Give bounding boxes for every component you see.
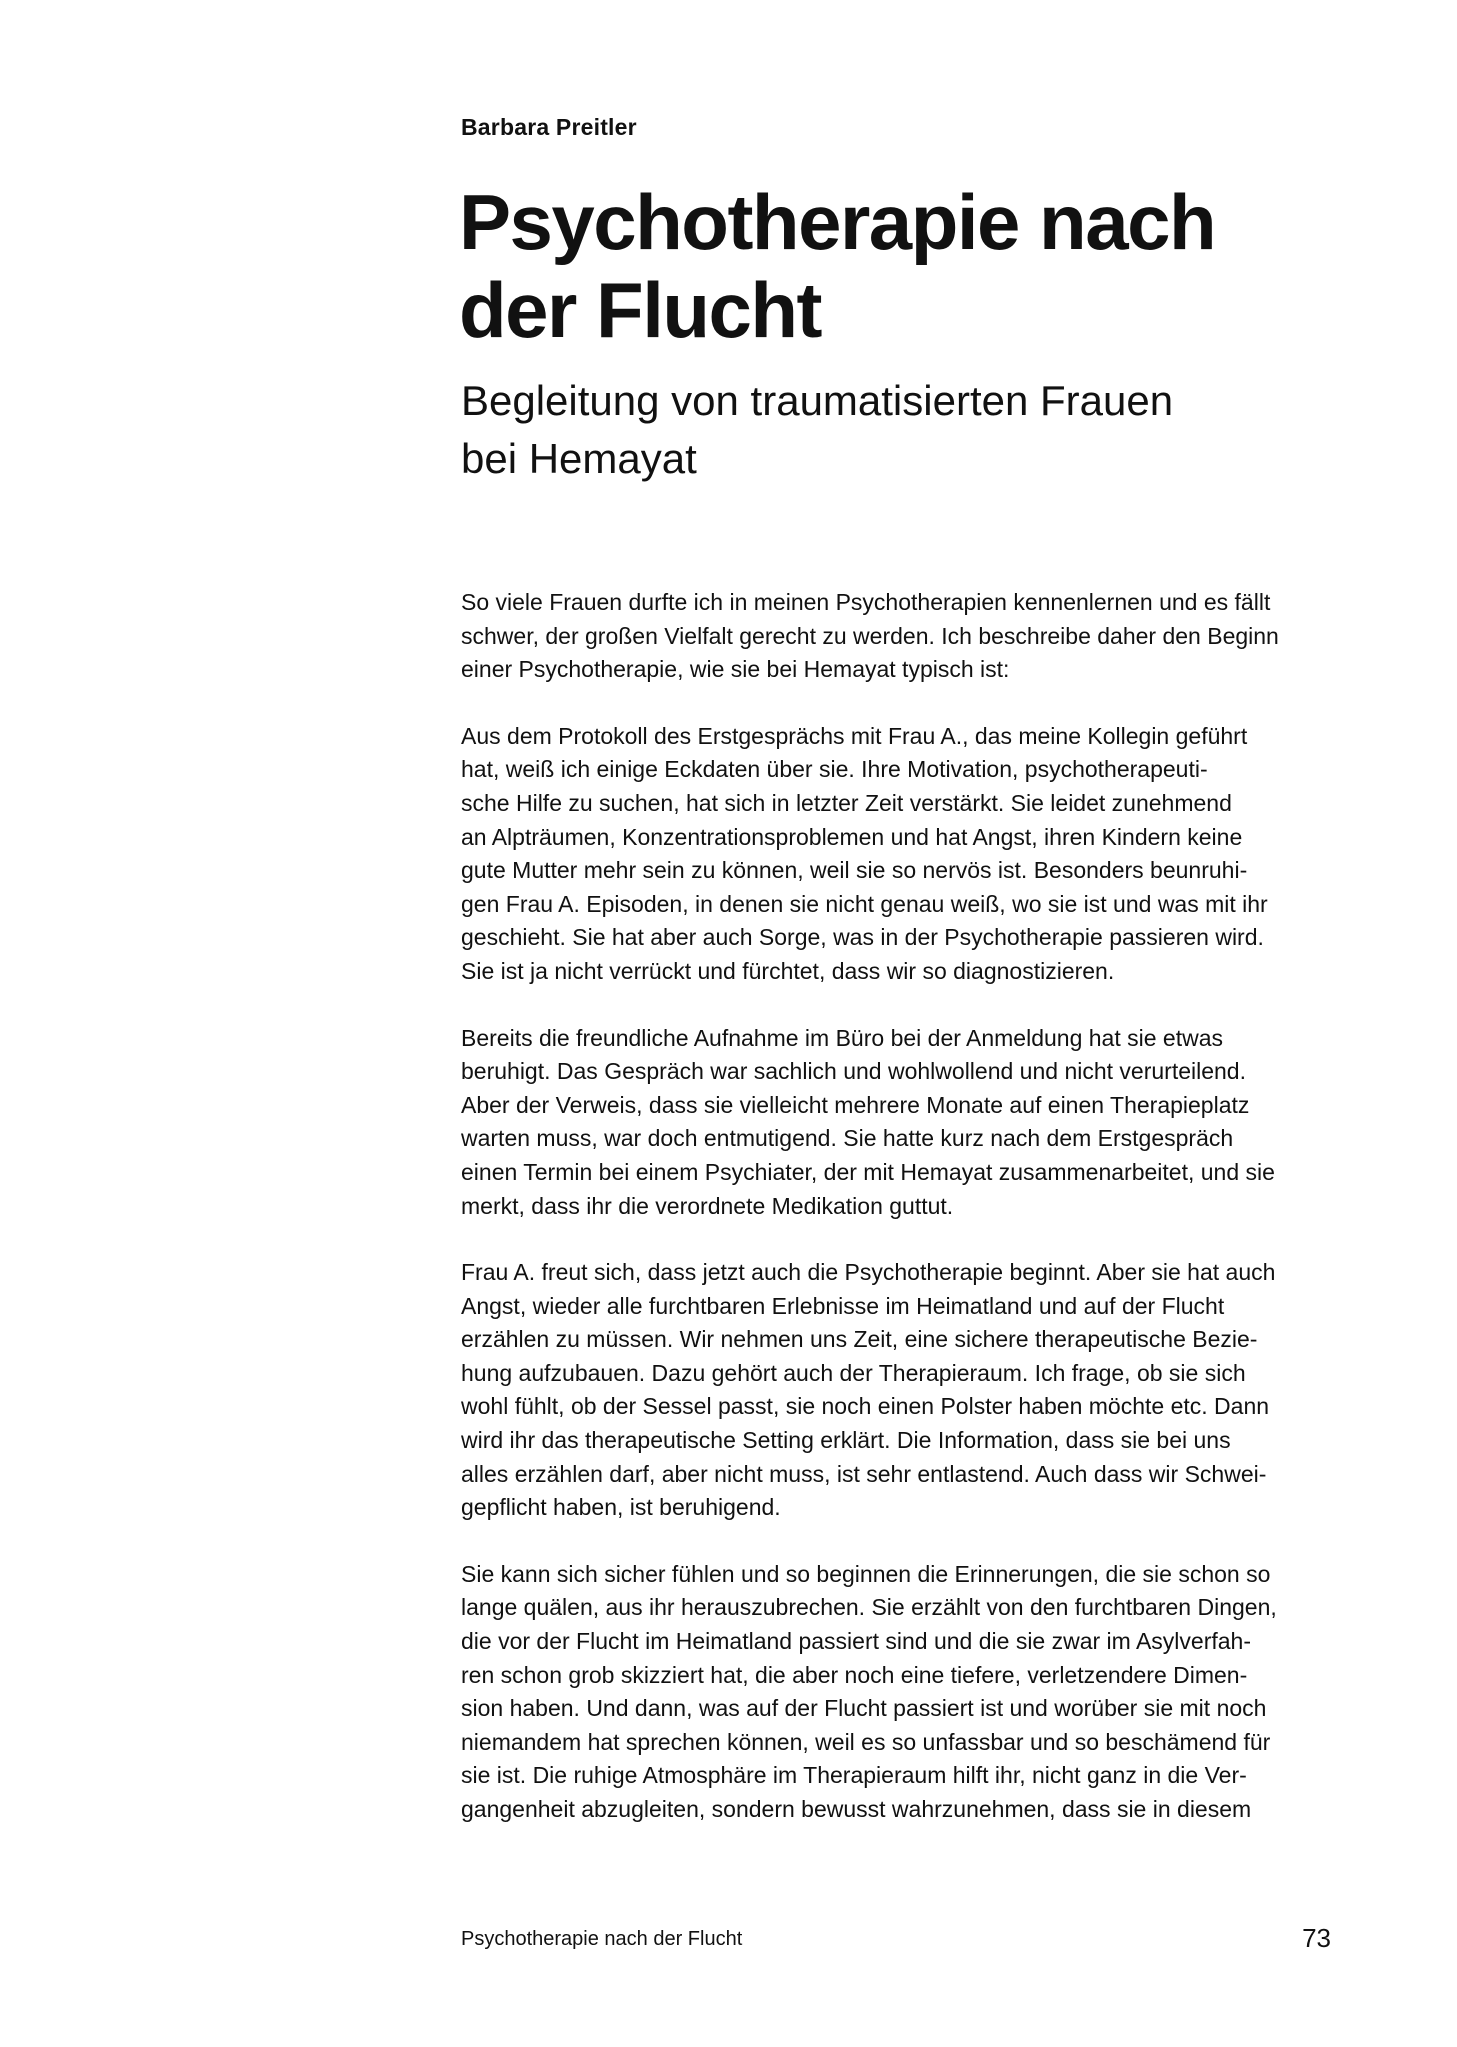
text-line: hat, weiß ich einige Eckdaten über sie. Ihre Motivation, psychotherapeuti- bbox=[461, 756, 1208, 783]
text-line: einer Psychotherapie, wie sie bei Hemayat typisch ist: bbox=[461, 656, 1010, 683]
text-line: niemandem hat sprechen können, weil es so unfassbar und so beschämend für bbox=[461, 1728, 1271, 1755]
text-line: hung aufzubauen. Dazu gehört auch der Therapieraum. Ich frage, ob sie sich bbox=[461, 1359, 1246, 1386]
text-line: sie ist. Die ruhige Atmosphäre im Therapieraum hilft ihr, nicht ganz in die Ver- bbox=[461, 1762, 1247, 1789]
author-name: Barbara Preitler bbox=[461, 114, 637, 140]
paragraph bbox=[461, 720, 1341, 989]
text-line: an Alpträumen, Konzentrationsproblemen und hat Angst, ihren Kindern keine bbox=[461, 823, 1243, 850]
chapter-title-line: der Flucht bbox=[459, 266, 822, 354]
chapter-subtitle bbox=[461, 372, 1361, 488]
paragraph bbox=[461, 586, 1341, 687]
text-line: lange quälen, aus ihr herauszubrechen. Sie erzählt von den furchtbaren Dingen, bbox=[461, 1594, 1277, 1621]
paragraph bbox=[461, 1558, 1341, 1827]
text-line: wird ihr das therapeutische Setting erklärt. Die Information, dass sie bei uns bbox=[461, 1427, 1231, 1454]
chapter-subtitle-line: Begleitung von traumatisierten Frauen bbox=[461, 377, 1174, 424]
text-line: gute Mutter mehr sein zu können, weil sie so nervös ist. Besonders beunruhi- bbox=[461, 857, 1248, 884]
running-footer-title: Psychotherapie nach der Flucht bbox=[461, 1928, 743, 1950]
text-line: gen Frau A. Episoden, in denen sie nicht genau weiß, wo sie ist und was mit ihr bbox=[461, 890, 1268, 917]
text-line: Sie ist ja nicht verrückt und fürchtet, dass wir so diagnostizieren. bbox=[461, 957, 1115, 984]
text-line: Angst, wieder alle furchtbaren Erlebnisse im Heimatland und auf der Flucht bbox=[461, 1292, 1225, 1319]
body-text bbox=[461, 586, 1341, 1860]
text-line: ren schon grob skizziert hat, die aber noch eine tiefere, verletzendere Dimen- bbox=[461, 1661, 1248, 1688]
text-line: beruhigt. Das Gespräch war sachlich und wohlwollend und nicht verurteilend. bbox=[461, 1058, 1246, 1085]
text-line: wohl fühlt, ob der Sessel passt, sie noch einen Polster haben möchte etc. Dann bbox=[461, 1393, 1270, 1420]
paragraph bbox=[461, 1022, 1341, 1224]
chapter-title-line: Psychotherapie nach bbox=[459, 178, 1216, 266]
text-line: merkt, dass ihr die verordnete Medikation guttut. bbox=[461, 1192, 954, 1219]
text-line: Sie kann sich sicher fühlen und so beginnen die Erinnerungen, die sie schon so bbox=[461, 1560, 1271, 1587]
text-line: sche Hilfe zu suchen, hat sich in letzter Zeit verstärkt. Sie leidet zunehmend bbox=[461, 789, 1232, 816]
text-line: schwer, der großen Vielfalt gerecht zu werden. Ich beschreibe daher den Beginn bbox=[461, 622, 1279, 649]
text-line: So viele Frauen durfte ich in meinen Psychotherapien kennenlernen und es fällt bbox=[461, 589, 1271, 615]
text-line: einen Termin bei einem Psychiater, der mit Hemayat zusammenarbeitet, und sie bbox=[461, 1158, 1275, 1185]
text-line: Aus dem Protokoll des Erstgesprächs mit Frau A., das meine Kollegin geführt bbox=[461, 722, 1248, 749]
paragraph bbox=[461, 1256, 1341, 1525]
page-number: 73 bbox=[1302, 1923, 1331, 1953]
text-line: gepflicht haben, ist beruhigend. bbox=[461, 1494, 781, 1521]
text-line: geschieht. Sie hat aber auch Sorge, was in der Psychotherapie passieren wird. bbox=[461, 924, 1264, 951]
text-line: Bereits die freundliche Aufnahme im Büro bei der Anmeldung hat sie etwas bbox=[461, 1024, 1223, 1051]
text-line: Frau A. freut sich, dass jetzt auch die Psychotherapie beginnt. Aber sie hat auch bbox=[461, 1259, 1276, 1286]
text-line: Aber der Verweis, dass sie vielleicht mehrere Monate auf einen Therapieplatz bbox=[461, 1091, 1250, 1118]
text-line: erzählen zu müssen. Wir nehmen uns Zeit, eine sichere therapeutische Bezie- bbox=[461, 1326, 1258, 1353]
chapter-title bbox=[459, 178, 1359, 354]
text-line: warten muss, war doch entmutigend. Sie hatte kurz nach dem Erstgespräch bbox=[461, 1125, 1234, 1152]
text-line: gangenheit abzugleiten, sondern bewusst wahrzunehmen, dass sie in diesem bbox=[461, 1796, 1252, 1822]
text-line: sion haben. Und dann, was auf der Flucht passiert ist und worüber sie mit noch bbox=[461, 1695, 1267, 1722]
text-line: die vor der Flucht im Heimatland passiert sind und die sie zwar im Asylverfah- bbox=[461, 1628, 1251, 1655]
chapter-subtitle-line: bei Hemayat bbox=[461, 435, 697, 482]
text-line: alles erzählen darf, aber nicht muss, ist sehr entlastend. Auch dass wir Schwei- bbox=[461, 1460, 1267, 1487]
